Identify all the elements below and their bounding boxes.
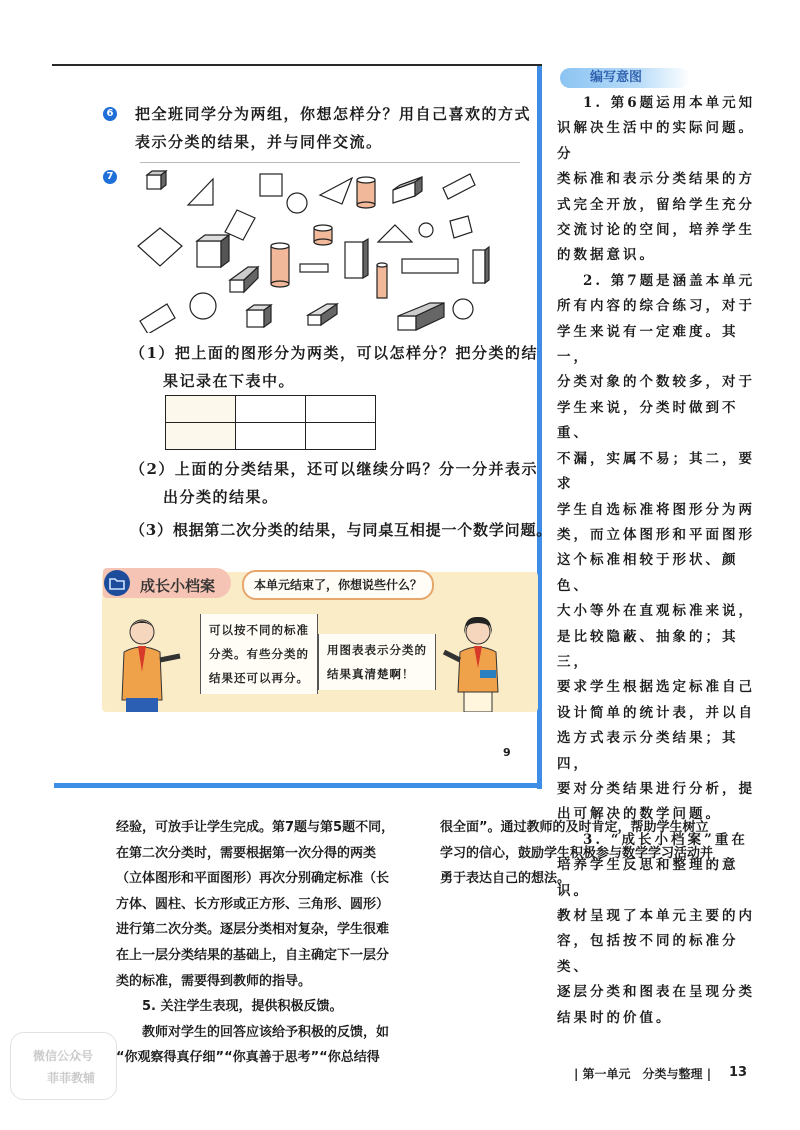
girl-illustration <box>440 612 510 712</box>
sidebar-line: 容，包括按不同的标准分类、 <box>557 933 739 975</box>
bubble-line: 可以按不同的标准 <box>209 623 309 637</box>
guide-text-right <box>440 815 750 892</box>
part1-line: （1）把上面的图形分为两类，可以怎样分？把分类的结 <box>130 344 538 362</box>
sidebar-line: 学生来说，分类时做到不重、 <box>557 399 739 442</box>
boy-speech-bubble <box>200 614 318 694</box>
sidebar-line: 学生来说有一定难度。其一， <box>557 323 739 366</box>
bubble-line: 结果真清楚啊！ <box>327 667 415 681</box>
question-6-line: 表示分类的结果，并与同伴交流。 <box>135 133 383 151</box>
sidebar-line: 这个标准相较于形状、颜色、 <box>557 552 739 594</box>
boy-illustration <box>112 612 182 712</box>
table-cell[interactable] <box>166 396 236 423</box>
sidebar-line: 出可解决的数学问题。 <box>557 806 722 823</box>
bubble-line: 结果还可以再分。 <box>209 671 309 685</box>
guide-line: 教师对学生的回答应该给予积极的反馈，如 <box>116 1024 390 1040</box>
sidebar-line: 3. “成长小档案”重在 <box>583 831 748 848</box>
guide-line: 方体、圆柱、长方形或正方形、三角形、圆形） <box>116 896 390 912</box>
table-cell[interactable] <box>236 396 306 423</box>
guide-line: 学习的信心，鼓励学生积极参与数学学习活动并 <box>440 845 714 861</box>
growth-archive-title: 成长小档案 <box>140 577 216 595</box>
sidebar-line: 要求学生根据选定标准自己 <box>557 679 755 696</box>
sidebar-line: 教材呈现了本单元主要的内 <box>557 908 755 924</box>
question-6-badge: 6 <box>103 107 117 121</box>
sidebar-line: 类，而立体图形和平面图形 <box>557 526 755 543</box>
folder-icon <box>104 570 130 596</box>
sidebar-line: 逐层分类和图表在呈现分类 <box>557 984 755 1001</box>
question-6-text <box>135 100 531 156</box>
sidebar-line: 学生自选标准将图形分为两 <box>557 501 755 518</box>
girl-speech-bubble <box>318 634 436 690</box>
shapes-figure <box>130 168 530 333</box>
sidebar-line: 不漏，实属不易；其二，要求 <box>557 450 755 493</box>
question-6-line: 把全班同学分为两组，你想怎样分？用自己喜欢的方式 <box>135 105 532 123</box>
frame-bottom-border <box>54 783 542 788</box>
guide-line: 勇于表达自己的想法。 <box>440 871 571 887</box>
guide-line: （立体图形和平面图形）再次分别确定标准（长 <box>116 871 390 887</box>
writing-intent-label: 编写意图 <box>590 70 643 85</box>
sidebar-line: 所有内容的综合练习，对于 <box>557 298 755 315</box>
guide-line: 进行第二次分类。逐层分类相对复杂，学生很难 <box>116 922 390 938</box>
guide-line: 类的标准，需要得到教师的指导。 <box>116 973 312 989</box>
guide-line: 在第二次分类时，需要根据第一次分得的两类 <box>116 845 377 861</box>
record-table <box>165 395 376 450</box>
part2-line: （2）上面的分类结果，还可以继续分吗？分一分并表示 <box>130 460 538 478</box>
sidebar-line: 培养学生反思和整理的意识。 <box>557 857 739 899</box>
sidebar-line: 识解决生活中的实际问题。分 <box>557 120 755 162</box>
textbook-page-number: 9 <box>503 746 511 759</box>
sidebar-line: 是比较隐蔽、抽象的；其三， <box>557 628 739 670</box>
bubble-line: 用图表表示分类的 <box>327 643 427 657</box>
question-7-badge: 7 <box>103 170 117 184</box>
footer-unit-title: | 第一单元 分类与整理 | <box>574 1067 712 1081</box>
sidebar-line: 1. 第6题运用本单元知 <box>583 95 756 111</box>
sidebar-line: 结果时的价值。 <box>557 1009 673 1026</box>
bubble-line: 分类。有些分类的 <box>209 647 309 661</box>
table-row <box>166 396 376 423</box>
growth-archive-prompt: 本单元结束了，你想说些什么？ <box>242 570 434 600</box>
question-7-part1 <box>130 339 538 395</box>
table-cell[interactable] <box>236 423 306 450</box>
sidebar-line: 分类对象的个数较多，对于 <box>557 374 755 391</box>
frame-top-border <box>52 64 542 66</box>
table-cell[interactable] <box>166 423 236 450</box>
watermark-line: 菲菲教辅 <box>47 1071 96 1085</box>
sidebar-line: 类标准和表示分类结果的方 <box>557 171 755 188</box>
watermark-line: 微信公众号 <box>33 1049 94 1063</box>
guide-line: 很全面”。通过教师的及时肯定，帮助学生树立 <box>440 820 709 835</box>
sidebar-line: 2. 第7题是涵盖本单元 <box>583 272 756 289</box>
table-row <box>166 423 376 450</box>
sidebar-line: 选方式表示分类结果；其四， <box>557 730 739 772</box>
geometric-shapes-illustration <box>130 168 530 333</box>
guide-line: 经验，可放手让学生完成。第7题与第5题不同， <box>116 820 395 835</box>
sidebar-line: 要对分类结果进行分析，提 <box>557 780 755 797</box>
guide-line: 在上一层分类结果的基础上，自主确定下一层分 <box>116 947 390 963</box>
guide-line: “你观察得真仔细”“你真善于思考”“你总结得 <box>116 1050 380 1066</box>
part2-line: 出分类的结果。 <box>163 488 279 506</box>
sidebar-line: 设计简单的统计表，并以自 <box>557 704 755 721</box>
part1-line: 果记录在下表中。 <box>163 372 296 390</box>
footer-page-number: 13 <box>729 1065 748 1080</box>
table-cell[interactable] <box>306 423 376 450</box>
sidebar-line: 交流讨论的空间，培养学生 <box>557 222 755 239</box>
guide-line: 5. 关注学生表现，提供积极反馈。 <box>116 999 343 1015</box>
question-7-part2 <box>130 455 538 511</box>
question-7-part3: （3）根据第二次分类的结果，与同桌互相提一个数学问题。 <box>130 521 553 539</box>
guide-text-left <box>116 815 426 1071</box>
sidebar-line: 大小等外在直观标准来说， <box>557 603 755 620</box>
sidebar-line: 式完全开放，留给学生充分 <box>557 196 755 213</box>
writing-intent-heading <box>560 68 690 88</box>
sidebar-line: 的数据意识。 <box>557 247 656 264</box>
divider <box>140 162 520 163</box>
watermark <box>10 1032 117 1100</box>
table-cell[interactable] <box>306 396 376 423</box>
